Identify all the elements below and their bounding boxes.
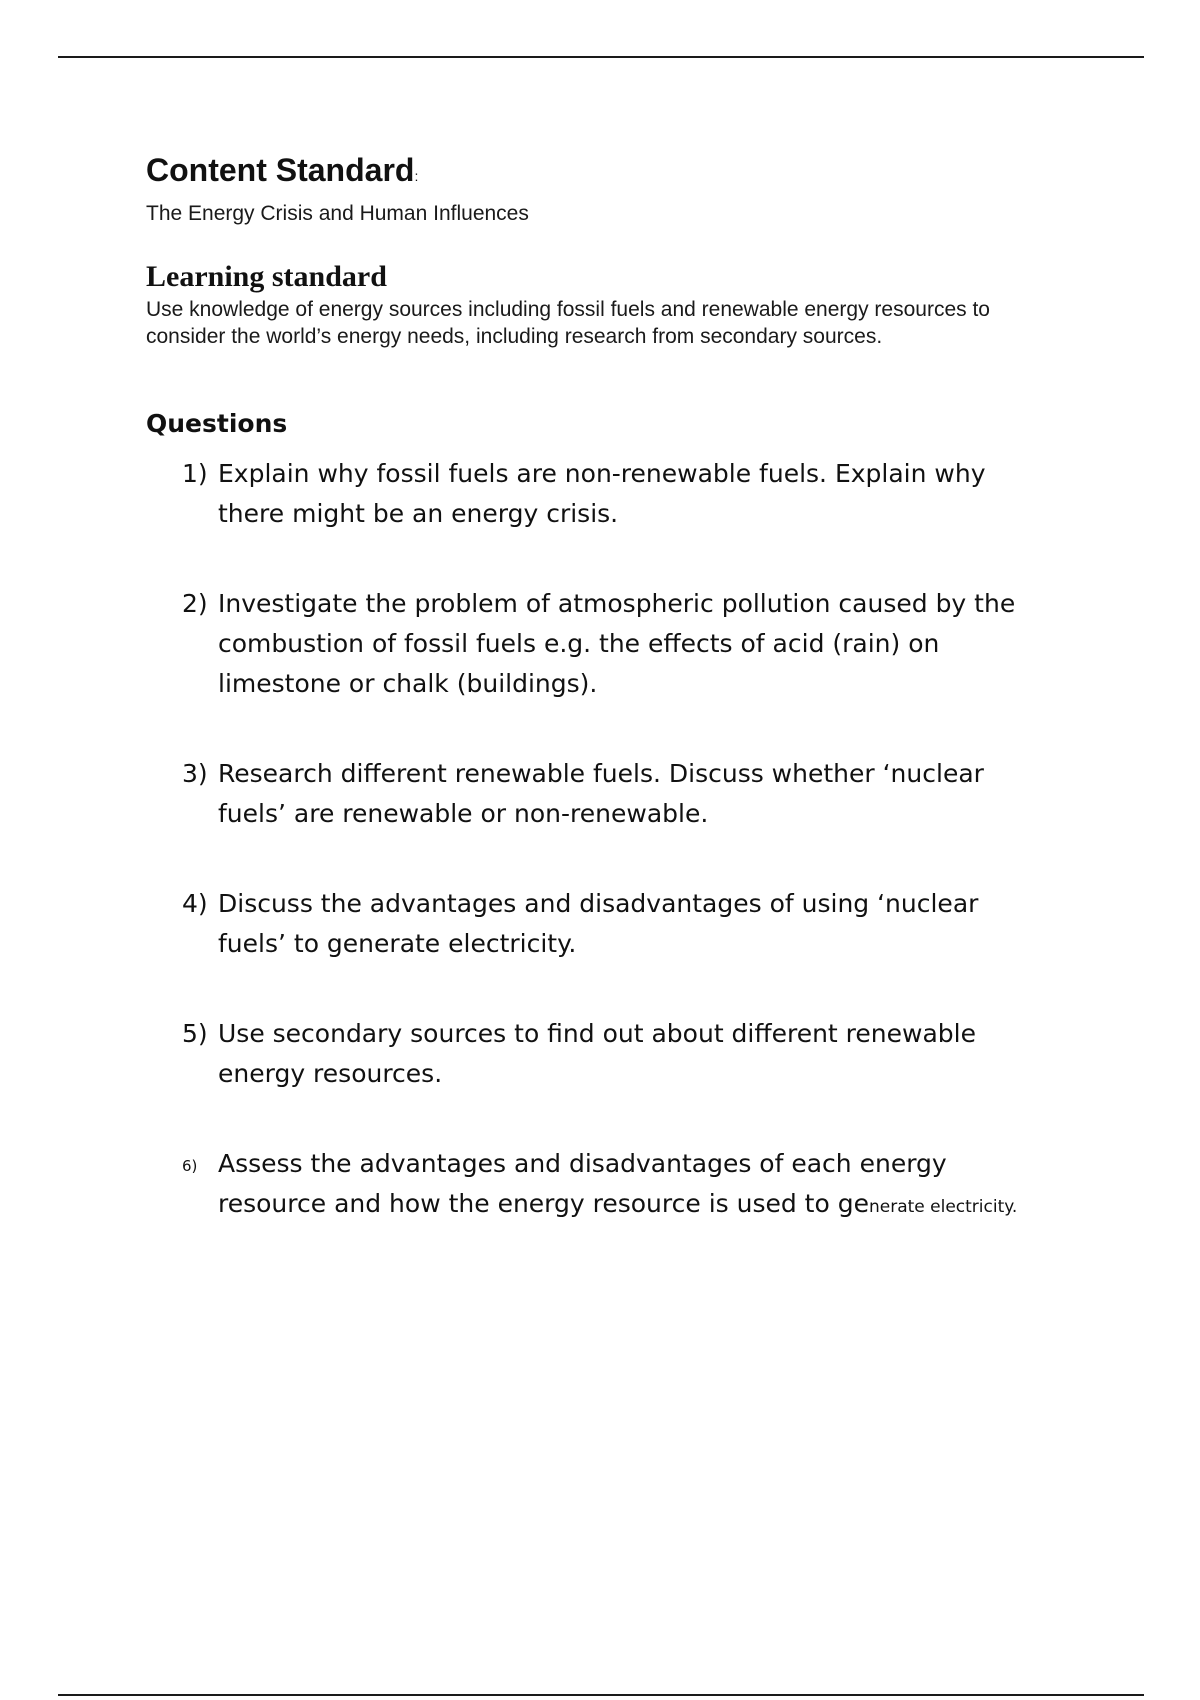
- question-text: Use secondary sources to find out about different renewable energy resources.: [218, 1019, 976, 1088]
- question-text: Explain why fossil fuels are non-renewable fuels. Explain why there might be an energy crisis.: [218, 459, 986, 528]
- content-standard-colon: :: [414, 168, 419, 184]
- questions-heading: Questions: [146, 409, 288, 438]
- header-rule: [58, 56, 1144, 58]
- content-standard-subtitle: The Energy Crisis and Human Influences: [146, 202, 529, 225]
- content-standard-title: Content Standard: [146, 152, 415, 188]
- question-number: 2): [182, 589, 208, 618]
- question-number: 3): [182, 759, 208, 788]
- question-text: Research different renewable fuels. Discuss whether ‘nuclear fuels’ are renewable or non-renewable.: [218, 759, 984, 828]
- question-number: 6): [182, 1157, 198, 1175]
- question-number: 4): [182, 889, 208, 918]
- question-number: 5): [182, 1019, 208, 1048]
- question-text: Investigate the problem of atmospheric pollution caused by the combustion of fossil fuels e.g. the effects of acid (rain) on limestone or chalk (buildings).: [218, 589, 1016, 698]
- question-item-1: [146, 454, 1048, 534]
- footer-rule: [58, 1694, 1144, 1696]
- learning-standard-heading: Learning standard: [146, 260, 387, 293]
- question-text-tail: nerate electricity.: [868, 1197, 1018, 1217]
- question-text: Assess the advantages and disadvantages of each energy resource and how the energy resource is used to ge: [218, 1149, 947, 1218]
- learning-standard-text: Use knowledge of energy sources including fossil fuels and renewable energy resources to consider the world’s energy needs, including research from secondary sources.: [146, 298, 990, 348]
- content-standard-heading: [146, 150, 1076, 196]
- document-body: [146, 150, 1076, 1277]
- question-item-3: [146, 754, 1048, 834]
- question-item-6: [146, 1144, 1048, 1227]
- question-number: 1): [182, 459, 208, 488]
- question-item-2: [146, 584, 1048, 704]
- questions-list: [146, 454, 1076, 1227]
- question-text: Discuss the advantages and disadvantages of using ‘nuclear fuels’ to generate electricity.: [218, 889, 979, 958]
- question-item-4: [146, 884, 1048, 964]
- question-item-5: [146, 1014, 1048, 1094]
